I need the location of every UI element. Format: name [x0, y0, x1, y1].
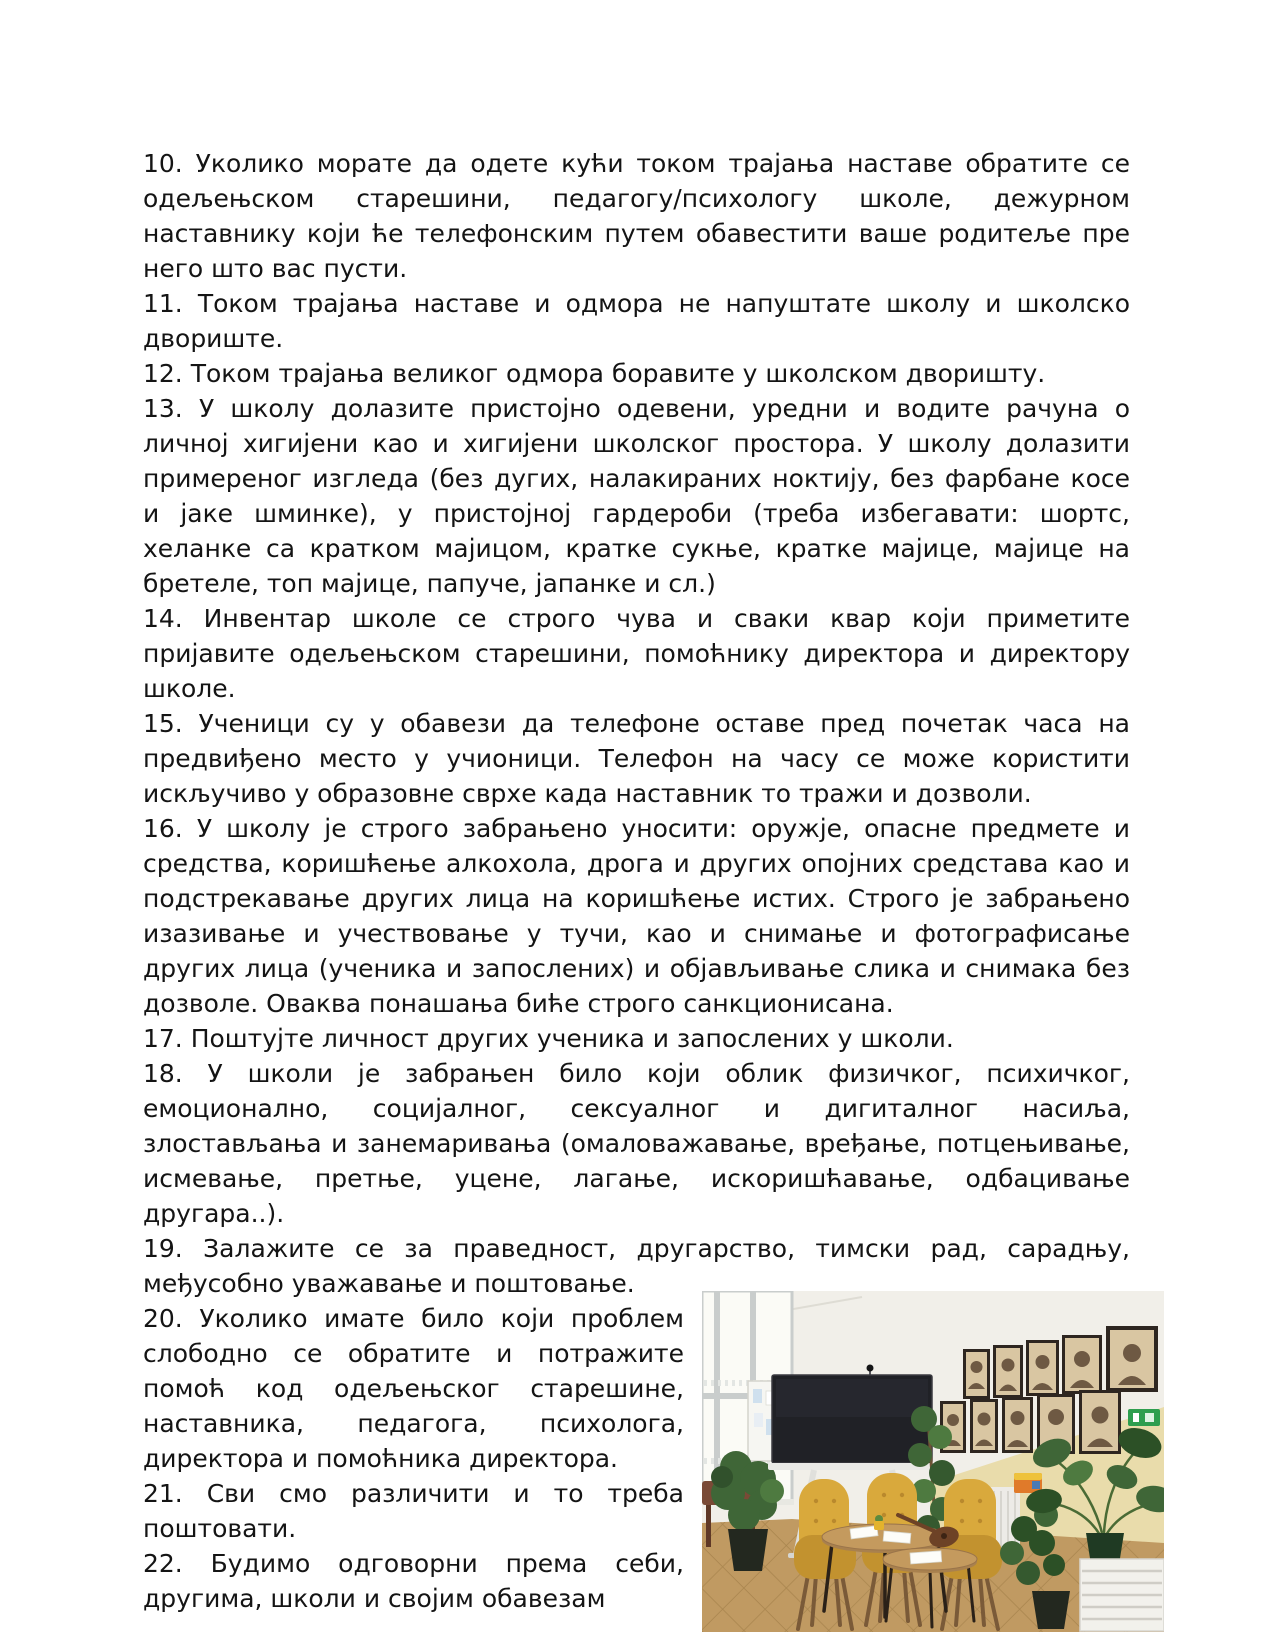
portrait-frame [1026, 1340, 1059, 1396]
portrait-frame [1106, 1326, 1158, 1392]
portrait-frame [1079, 1390, 1121, 1454]
school-lobby-photo [702, 1291, 1164, 1632]
rule-item-17: 17. Поштујте личност других ученика и запослених у школи. [143, 1024, 954, 1053]
portrait-frame [963, 1349, 990, 1399]
portrait-frame [970, 1399, 998, 1453]
exit-sign [1128, 1409, 1160, 1426]
rule-item-21: 21. Сви смо различити и то треба поштовати. [143, 1479, 684, 1543]
rule-item-15: 15. Ученици су у обавези да телефоне оставе пред почетак часа на предвиђено место у учионици. Телефон на часу се може користити искључиво у образовне сврхе када наставник то тражи и дозволи. [143, 709, 1130, 808]
rule-item-16: 16. У школу је строго забрањено уносити: оружје, опасне предмете и средства, коришћење алкохола, дрога и других опојних средстава као и подстрекавање других лица на коришћење истих. Строго је забрањено изазивање и учествовање у тучи, као и снимање и фотографисање других лица (ученика и запослених) и објављивање слика и снимака без дозволе. Оваква понашања биће строго санкционисана. [143, 814, 1130, 1018]
rule-item-12: 12. Током трајања великог одмора боравите у школском дворишту. [143, 359, 1046, 388]
webcam-icon [867, 1365, 874, 1372]
display-stand [768, 1463, 936, 1470]
portrait-frame [1002, 1397, 1033, 1453]
rule-item-19: 19. Залажите се за праведност, другарство, тимски рад, сарадњу, међусобно уважавање и поштовање. [143, 1234, 1130, 1298]
rule-item-10: 10. Уколико морате да одете кући током трајања наставе обратите се одељењском старешини, педагогу/психологу школе, дежурном наставнику који ће телефонским путем обавестити ваше родитеље пре него што вас пусти. [143, 149, 1130, 283]
portrait-frame [993, 1345, 1023, 1398]
rule-item-18: 18. У школи је забрањен било који облик физичког, психичког, емоционално, социјалног, сексуалног и дигиталног насиља, злостављања и занемаривања (омаловажавање, вређање, потцењивање, исмевање, претње, уцене, лагање, искоришћавање, одбацивање другара..). [143, 1059, 1130, 1228]
white-crate [1080, 1559, 1164, 1631]
rule-item-22: 22. Будимо одговорни према себи, другима, школи и својим обавезам [143, 1549, 684, 1613]
toy-box [1014, 1473, 1042, 1493]
rule-item-14: 14. Инвентар школе се строго чува и сваки квар који приметите пријавите одељењском старешини, помоћнику директора и директору школе. [143, 604, 1130, 703]
rule-item-11: 11. Током трајања наставе и одмора не напуштате школу и школско двориште. [143, 289, 1130, 353]
rule-item-13: 13. У школу долазите пристојно одевени, уредни и водите рачуна о личној хигијени као и хигијени школског простора. У школу долазити примереног изгледа (без дугих, налакираних ноктију, без фарбане косе и јаке шминке), у пристојној гардероби (треба избегавати: шортс, хеланке са кратком мајицом, кратке сукње, кратке мајице, мајице на бретеле, топ мајице, папуче, јапанке и сл.) [143, 394, 1130, 598]
rule-item-20: 20. Уколико имате било који проблем слободно се обратите и потражите помоћ код одељењског старешине, наставника, педагога, психолога, директора и помоћника директора. [143, 1304, 684, 1473]
wrap-section [143, 1301, 1130, 1616]
flower-pot [874, 1515, 884, 1530]
worksheet-paper [910, 1551, 942, 1564]
rules-list [143, 146, 1130, 1640]
portrait-frame [1062, 1335, 1102, 1394]
